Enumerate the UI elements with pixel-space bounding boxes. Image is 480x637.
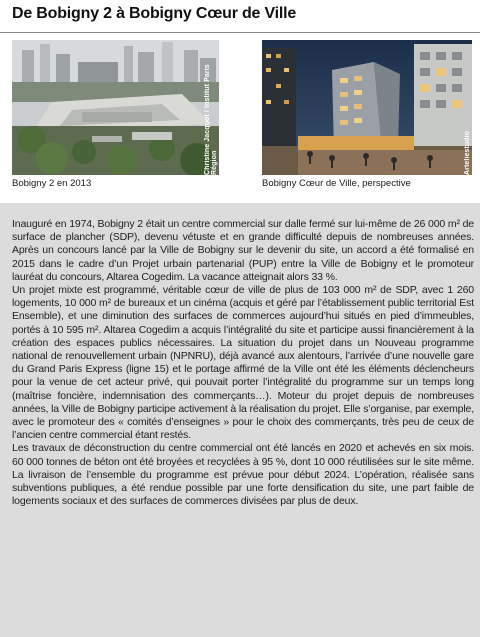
perspective-render-illustration: [262, 40, 472, 175]
aerial-photo-illustration: [12, 40, 219, 175]
page-title: De Bobigny 2 à Bobigny Cœur de Ville: [12, 5, 297, 22]
paragraph: Un projet mixte est programmé, véritable cœur de ville de plus de 103 000 m² de SDP, avec 1 260 logements, 10 000 m² de bureaux et un cinéma (acquis et géré par l’établissement public territorial Est Ensemble), et une diminution des surfaces de commerces aujourd’hui situés en pied d’immeubles, portés à 10 595 m². Altarea Cogedim a acquis l’intégralité du site et participe aussi financièrement à la création des espaces publics nécessaires. La situation du projet dans un Nouveau programme national de renouvellement urbain (NPNRU), déjà avancé aux alentours, l’arrivée d’une nouvelle gare du Grand Paris Express (ligne 15) et le portage affirmé de la Ville ont été les éléments déclencheurs pour la venue de cet acteur privé, qui pouvait porter l’intégralité du programme sur un temps long (maîtrise foncière, indemnisation des commerçants…). Moteur du projet depuis de nombreuses années, la Ville de Bobigny participe activement à la réalisation du projet. Elle s’organise, par exemple, avec le promoteur des « comités d’enseignes » pour le choix des commerçants, très peu de ceux de l’ancien centre commercial étant restés.: [12, 284, 474, 442]
article-body: [12, 218, 474, 508]
paragraph: Les travaux de déconstruction du centre commercial ont été lancés en 2020 et achevés en six mois. 60 000 tonnes de béton ont été broyées et recyclées à 95 %, dont 10 000 réutilisées sur le site même. La livraison de l’ensemble du programme est prévue pour début 2024. L’opération, réalisée sans subventions publiques, a été rendue possible par une forte densification du site, une part faible de logements sociaux et des surfaces de commerces divisées par plus de deux.: [12, 442, 474, 508]
photo-caption-right: Bobigny Cœur de Ville, perspective: [262, 178, 411, 189]
photo-credit-left: Christine Jacquot / Institut Paris Région: [204, 64, 218, 175]
paragraph: Inauguré en 1974, Bobigny 2 était un centre commercial sur dalle fermé sur lui-même de 26 000 m² de surface de plancher (SDP), devenu vétuste et en grande difficulté depuis de nombreuses années. Après un concours lancé par la Ville de Bobigny sur le devenir du site, un accord a été formalisé en 2015 dans le cadre d’un Projet urbain partenarial (PUP) entre la Ville de Bobigny et le promoteur lauréat du concours, Altarea Cogedim. La vacance atteignait alors 33 %.: [12, 218, 474, 283]
photo-bobigny-2-2013: [12, 40, 219, 175]
title-divider: [0, 32, 480, 33]
photo-credit-right: Arteliestudio: [464, 130, 471, 175]
photo-caption-left: Bobigny 2 en 2013: [12, 178, 92, 189]
photo-bobigny-coeur-de-ville: [262, 40, 472, 175]
